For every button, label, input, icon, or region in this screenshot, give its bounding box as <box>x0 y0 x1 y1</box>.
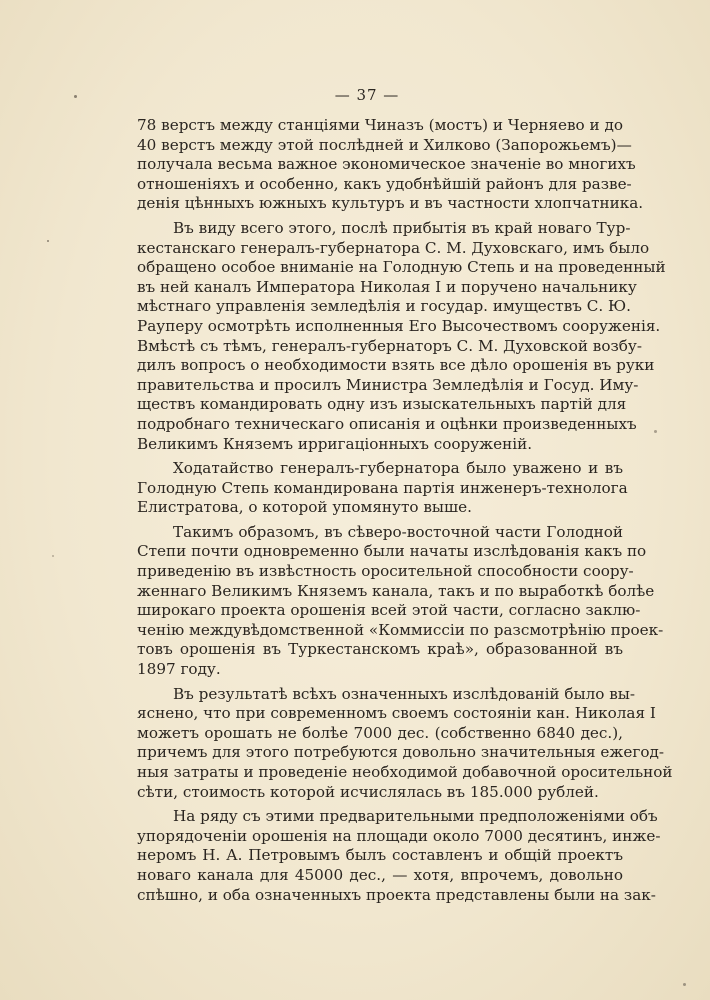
text-line: Такимъ образомъ, въ сѣверо-восточной части Голодной <box>173 522 623 541</box>
text-line: яснено, что при современномъ своемъ состояніи кан. Николая I <box>137 704 656 723</box>
text-line: 78 верстъ между станціями Чиназъ (мостъ) и Черняево и до <box>137 116 623 134</box>
text-line: Въ результатѣ всѣхъ означенныхъ изслѣдованій было вы- <box>173 684 636 703</box>
text-line: Вмѣстѣ съ тѣмъ, генералъ-губернаторъ С. М. Духовской возбу- <box>137 336 642 355</box>
text-line: Великимъ Княземъ ирригаціонныхъ сооруженій. <box>137 434 533 453</box>
paragraph <box>137 459 628 518</box>
text-line: На ряду съ этими предварительными предположеніями объ <box>173 807 658 826</box>
body-text <box>137 116 673 910</box>
text-line: дилъ вопросъ о необходимости взять все дѣло орошенія въ руки <box>137 356 655 375</box>
text-line: мѣстнаго управленія земледѣлія и государ. имуществъ С. Ю. <box>137 297 631 316</box>
text-line: правительства и просилъ Министра Земледѣлія и Госуд. Иму- <box>137 375 639 394</box>
text-line: Ходатайство генералъ-губернатора было уважено и въ <box>173 459 623 478</box>
paragraph <box>137 807 661 905</box>
text-line: можетъ орошать не болѣе 7000 дес. (собственно 6840 дес.), <box>137 723 623 742</box>
text-line: спѣшно, и оба означенныхъ проекта представлены были на зак- <box>137 885 656 904</box>
text-line: причемъ для этого потребуются довольно значительныя ежегод- <box>137 743 664 762</box>
paper-speck <box>47 240 49 242</box>
text-line: 40 верстъ между этой послѣдней и Хилково (Запорожьемъ)— <box>137 135 632 154</box>
paper-speck <box>654 430 657 433</box>
paragraph <box>137 522 664 680</box>
text-line: новаго канала для 45000 дес., — хотя, впрочемъ, довольно <box>137 865 623 884</box>
paper-speck <box>683 983 686 986</box>
text-line: женнаго Великимъ Княземъ канала, такъ и по выработкѣ болѣе <box>137 581 655 600</box>
text-line: товъ орошенія въ Туркестанскомъ краѣ», образованной въ <box>137 640 623 659</box>
text-line: неромъ Н. А. Петровымъ былъ составленъ и общій проектъ <box>137 846 623 865</box>
text-line: Голодную Степь командирована партія инженеръ-технолога <box>137 478 628 497</box>
page-number: — 37 — <box>334 86 400 104</box>
text-line: приведенію въ извѣстность оросительной способности соору- <box>137 562 634 581</box>
text-line: получала весьма важное экономическое значеніе во многихъ <box>137 155 636 174</box>
text-line: отношеніяхъ и особенно, какъ удобнѣйшій районъ для разве- <box>137 174 632 193</box>
text-line: Въ виду всего этого, послѣ прибытія въ край новаго Тур- <box>173 218 631 237</box>
text-line: въ ней каналъ Императора Николая I и поручено начальнику <box>137 277 637 296</box>
text-line: кестанскаго генералъ-губернатора С. М. Духовскаго, имъ было <box>137 238 650 257</box>
text-line: 1897 году. <box>137 660 221 679</box>
text-line: ныя затраты и проведеніе необходимой добавочной оросительной <box>137 763 673 781</box>
paragraph <box>137 218 666 454</box>
paragraph <box>137 684 673 803</box>
text-line: Елистратова, о которой упомянуто выше. <box>137 498 472 517</box>
text-line: ченію междувѣдомственной «Коммиссіи по разсмотрѣнію проек- <box>137 620 664 639</box>
text-line: ществъ командировать одну изъ изыскательныхъ партій для <box>137 395 627 414</box>
text-line: упорядоченіи орошенія на площади около 7000 десятинъ, инже- <box>137 826 661 845</box>
paper-speck <box>52 555 54 557</box>
text-line: подробнаго техническаго описанія и оцѣнки произведенныхъ <box>137 414 637 433</box>
text-line: денія цѣнныхъ южныхъ культуръ и въ частности хлопчатника. <box>137 194 644 213</box>
text-line: Степи почти одновременно были начаты изслѣдованія какъ по <box>137 542 647 561</box>
text-line: обращено особое вниманіе на Голодную Степь и на проведенный <box>137 258 666 277</box>
paper-speck <box>74 95 77 98</box>
text-line: сѣти, стоимость которой исчислялась въ 185.000 рублей. <box>137 782 599 801</box>
text-line: Рауперу осмотрѣть исполненныя Его Высочествомъ сооруженія. <box>137 316 661 335</box>
paragraph <box>137 116 644 214</box>
text-line: широкаго проекта орошенія всей этой части, согласно заклю- <box>137 601 641 620</box>
